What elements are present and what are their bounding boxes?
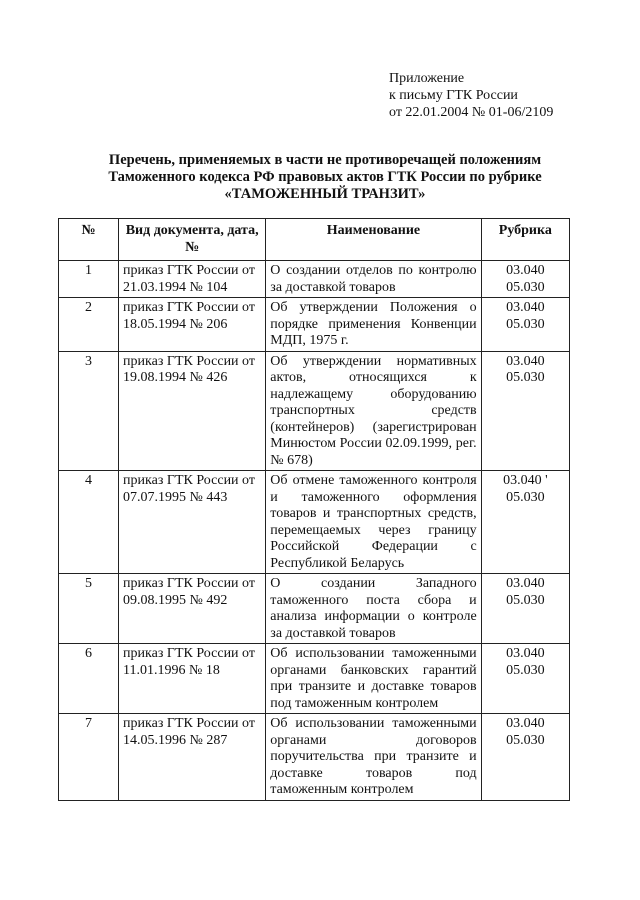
table-row [59, 351, 570, 471]
appendix-block [389, 70, 553, 121]
row-rubric [481, 714, 569, 801]
row-document-type: приказ ГТК России от 18.05.1994 № 206 [119, 298, 266, 352]
row-rubric [481, 261, 569, 298]
table-row [59, 261, 570, 298]
rubric-code-1: 03.040 [506, 646, 545, 661]
row-number: 6 [59, 644, 119, 714]
row-rubric [481, 644, 569, 714]
table-header-row [59, 219, 570, 261]
table-row [59, 644, 570, 714]
row-name [266, 471, 481, 574]
row-name-text: Об утверждении Положения о порядке применения Конвенции МДП, 1975 г. [270, 300, 477, 348]
row-rubric [481, 471, 569, 574]
row-number: 4 [59, 471, 119, 574]
row-name-text: О создании Западного таможенного поста сбора и анализа информации о контроле за доставкой товаров [270, 576, 477, 641]
row-number: 5 [59, 574, 119, 644]
row-name [266, 261, 481, 298]
row-document-type: приказ ГТК России от 09.08.1995 № 492 [119, 574, 266, 644]
rubric-code-2: 05.030 [506, 370, 545, 385]
row-name [266, 298, 481, 352]
row-name [266, 714, 481, 801]
table-row [59, 471, 570, 574]
row-document-type: приказ ГТК России от 07.07.1995 № 443 [119, 471, 266, 574]
row-document-type: приказ ГТК России от 11.01.1996 № 18 [119, 644, 266, 714]
rubric-code-2: 05.030 [506, 732, 545, 748]
rubric-code-2: 05.030 [506, 592, 545, 608]
rubric-code-1: 03.040 [506, 576, 545, 591]
title-line-1: Перечень, применяемых в части не противоречащей положениям [108, 152, 542, 168]
rubric-code-1: 03.040 [506, 353, 545, 369]
row-number: 2 [59, 298, 119, 352]
table-row [59, 298, 570, 352]
header-name: Наименование [266, 219, 481, 261]
rubric-code-1: 03.040 ' [503, 473, 548, 488]
title-line-2: Таможенного кодекса РФ правовых актов ГТК России по рубрике [108, 169, 542, 185]
rubric-code-2: 05.030 [506, 279, 545, 295]
row-document-type: приказ ГТК России от 14.05.1996 № 287 [119, 714, 266, 801]
header-document-type: Вид документа, дата, № [119, 219, 266, 261]
rubric-code-2: 05.030 [506, 489, 545, 505]
acts-table [58, 218, 570, 801]
rubric-code-1: 03.040 [506, 716, 545, 731]
table-row [59, 714, 570, 801]
header-number: № [59, 219, 119, 261]
title-line-3: «ТАМОЖЕННЫЙ ТРАНЗИТ» [224, 186, 426, 202]
rubric-code-1: 03.040 [506, 263, 545, 278]
row-document-type: приказ ГТК России от 19.08.1994 № 426 [119, 351, 266, 471]
rubric-code-1: 03.040 [506, 300, 545, 315]
row-document-type: приказ ГТК России от 21.03.1994 № 104 [119, 261, 266, 298]
row-name [266, 574, 481, 644]
row-rubric [481, 351, 569, 471]
row-number: 1 [59, 261, 119, 298]
table-row [59, 574, 570, 644]
row-rubric [481, 574, 569, 644]
rubric-code-2: 05.030 [506, 662, 545, 678]
appendix-line-3: от 22.01.2004 № 01-06/2109 [389, 105, 554, 120]
row-rubric [481, 298, 569, 352]
row-name [266, 351, 481, 471]
row-name [266, 644, 481, 714]
row-number: 3 [59, 351, 119, 471]
row-name-text: Об использовании таможенными органами договоров поручительства при транзите и доставке товаров под таможенным контролем [270, 716, 477, 797]
appendix-line-2: к письму ГТК России [389, 88, 518, 103]
document-title [60, 152, 590, 203]
row-name-text: О создании отделов по контролю за доставкой товаров [270, 263, 477, 295]
rubric-code-2: 05.030 [506, 316, 545, 332]
row-name-text: Об отмене таможенного контроля и таможенного оформления товаров и транспортных средств, перемещаемых через границу Российской Федерации с Республикой Беларусь [270, 473, 477, 571]
row-name-text: Об использовании таможенными органами банковских гарантий при транзите и доставке товаров под таможенным контролем [270, 646, 477, 711]
appendix-line-1: Приложение [389, 71, 465, 86]
header-rubric: Рубрика [481, 219, 569, 261]
row-name-text: Об утверждении нормативных актов, относящихся к надлежащему оборудованию транспортных средств (контейнеров) (зарегистрирован Минюстом России 02.09.1999, рег. № 678) [270, 353, 477, 468]
row-number: 7 [59, 714, 119, 801]
